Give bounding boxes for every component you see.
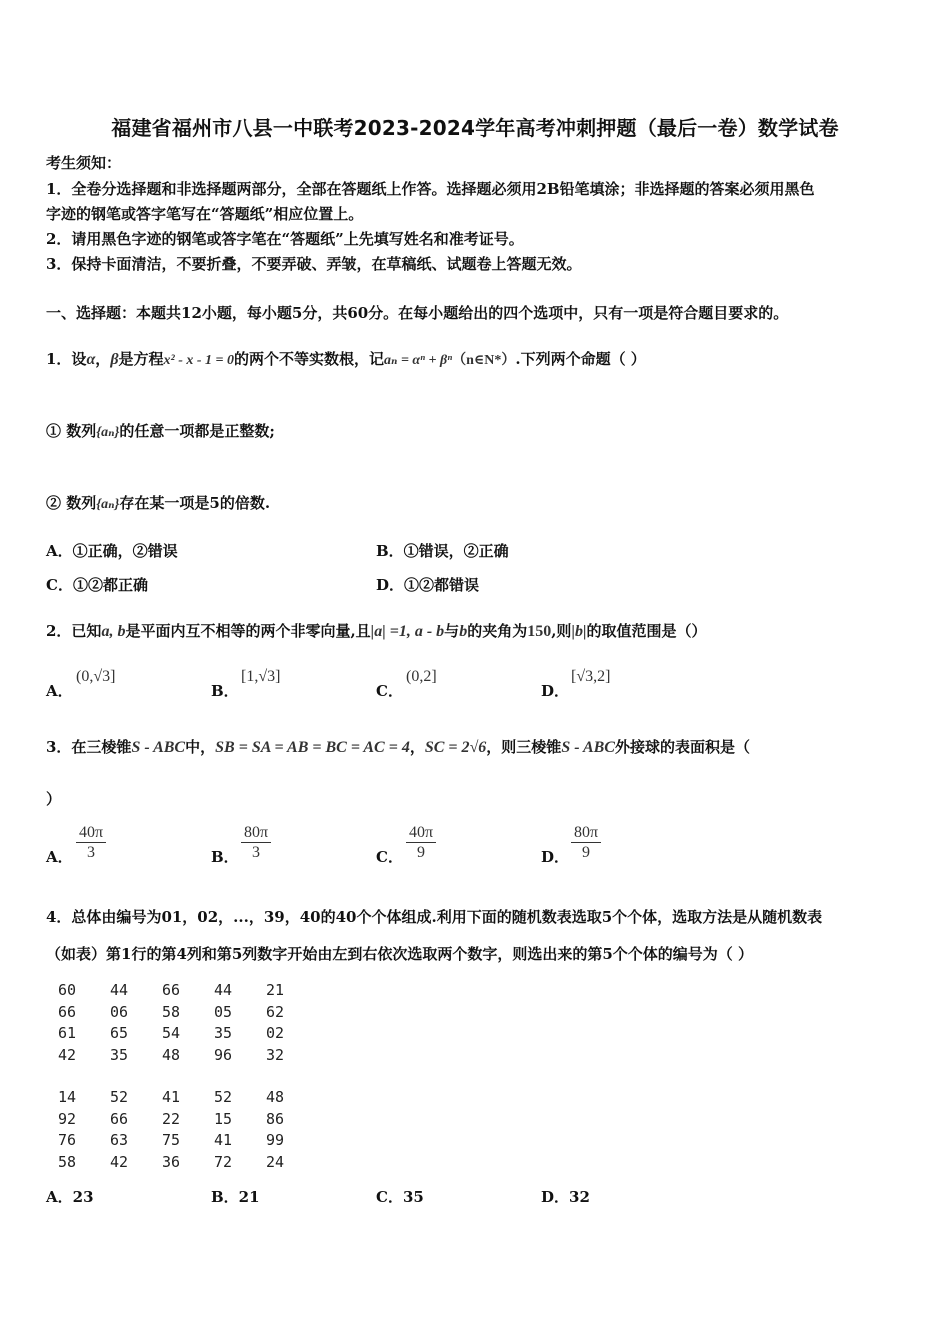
q3-option-b-label: B．: [211, 848, 239, 866]
q2-option-a-value: (0,√3]: [76, 668, 116, 685]
q3-option-d-fraction: [571, 822, 601, 863]
random-table-row: [58, 1023, 318, 1045]
random-table-cell: 76: [58, 1131, 77, 1149]
q1-option-d: D．①②都错误: [376, 576, 480, 594]
random-table-cell: 41: [162, 1088, 181, 1106]
q1-equation: x² - x - 1 = 0: [163, 353, 235, 368]
random-table-row: [58, 1130, 318, 1152]
random-table-cell: 72: [214, 1152, 233, 1171]
q3-close-paren: ）: [46, 790, 62, 808]
q1-prefix: 1．设: [46, 350, 87, 368]
random-table-cell: 05: [214, 1002, 233, 1021]
random-table-row: [58, 1109, 318, 1131]
random-table-cell: 06: [110, 1002, 129, 1021]
question-4-line-1: 4．总体由编号为01，02，...，39，40的40个个体组成.利用下面的随机数表选取5个个体，选取方法是从随机数表: [46, 908, 823, 926]
random-table-block-1: [58, 980, 318, 1066]
random-table-cell: 35: [214, 1024, 233, 1042]
q1-option-c: C．①②都正确: [46, 576, 148, 594]
random-table-row: [58, 1002, 318, 1024]
q1-alpha: α: [86, 351, 96, 368]
q3-mid1: 中，: [185, 738, 216, 756]
random-table-cell: 02: [266, 1024, 285, 1042]
question-4-line-2: （如表）第1行的第4列和第5列数字开始由左到右依次选取两个数字，则选出来的第5个个体的编号为（ ）: [46, 945, 753, 963]
random-table-cell: 66: [162, 981, 181, 999]
q3-b-numerator: 80π: [241, 824, 271, 843]
random-table-row: [58, 1045, 318, 1067]
random-table-cell: 61: [58, 1024, 77, 1042]
q3-edge-lengths: SB = SA = AB = BC = AC = 4: [215, 739, 410, 756]
q2-vectors: a, b: [101, 623, 126, 640]
random-table-cell: 22: [162, 1109, 181, 1128]
q1-condition: （n∈N*）: [452, 353, 516, 368]
q2-mid1: 是平面内互不相等的两个非零向量,且: [125, 622, 371, 640]
random-table-cell: 58: [162, 1002, 181, 1021]
random-table-cell: 24: [266, 1152, 285, 1171]
random-table-cell: 58: [58, 1152, 77, 1171]
random-table-cell: 14: [58, 1088, 77, 1106]
q1-sequence-def: aₙ = αⁿ + βⁿ: [384, 353, 453, 368]
q2-b: b: [459, 623, 468, 640]
random-table-cell: 42: [58, 1045, 77, 1064]
q4-option-b: B．21: [211, 1188, 260, 1206]
random-table-cell: 52: [110, 1088, 129, 1106]
q1-mid1: 是方程: [118, 350, 164, 368]
q1-proposition-1: [46, 420, 275, 441]
random-table-cell: 60: [58, 981, 77, 999]
random-table-cell: 36: [162, 1152, 181, 1171]
q3-tail: 外接球的表面积是（: [614, 738, 750, 756]
q2-mid4: ,则: [551, 622, 572, 640]
q2-condition: |a| =1, a - b: [370, 623, 445, 640]
random-table-cell: 32: [266, 1045, 285, 1064]
q3-option-a-fraction: [76, 822, 106, 863]
q3-pyramid-2: S - ABC: [561, 739, 615, 756]
q1-p2-sequence: {aₙ}: [96, 497, 120, 512]
random-table-cell: 48: [162, 1045, 181, 1064]
question-1-stem: [46, 348, 646, 369]
random-table-cell: 62: [266, 1002, 285, 1021]
random-table-cell: 44: [110, 981, 129, 999]
q2-mid3: 的夹角为: [467, 622, 528, 640]
q1-proposition-2: [46, 492, 270, 513]
q1-p1-text: 的任意一项都是正整数;: [119, 422, 275, 440]
random-table-cell: 54: [162, 1024, 181, 1042]
q3-c-numerator: 40π: [406, 824, 436, 843]
random-table-cell: 96: [214, 1045, 233, 1064]
q2-abs-b: |b|: [571, 623, 587, 640]
random-table-cell: 65: [110, 1024, 129, 1042]
q3-option-a-label: A．: [46, 848, 73, 866]
random-table-cell: 35: [110, 1045, 129, 1064]
q3-option-d-label: D．: [541, 848, 570, 866]
section-heading: 一、选择题：本题共12小题，每小题5分，共60分。在每小题给出的四个选项中，只有一项是符合题目要求的。: [46, 304, 789, 322]
notice-item-1-cont: 字迹的钢笔或答字笔写在“答题纸”相应位置上。: [46, 205, 364, 223]
q3-d-numerator: 80π: [571, 824, 601, 843]
q1-option-a: A．①正确，②错误: [46, 542, 178, 560]
q1-p2-prefix: ② 数列: [46, 494, 97, 512]
q2-prefix: 2．已知: [46, 622, 102, 640]
q2-option-b-value: [1,√3]: [241, 668, 281, 685]
random-table-cell: 21: [266, 981, 285, 999]
q1-comma: ，: [95, 350, 111, 368]
notice-item-1: 1．全卷分选择题和非选择题两部分，全部在答题纸上作答。选择题必须用2B铅笔填涂；非选择题的答案必须用黑色: [46, 180, 815, 198]
random-table-row: [58, 1152, 318, 1174]
q2-option-c-value: (0,2]: [406, 668, 437, 685]
notice-item-3: 3．保持卡面清洁，不要折叠，不要弄破、弄皱，在草稿纸、试题卷上答题无效。: [46, 255, 582, 273]
q1-mid2: 的两个不等实数根，记: [234, 350, 385, 368]
q3-prefix: 3．在三棱锥: [46, 738, 132, 756]
q3-option-c-label: C．: [376, 848, 403, 866]
page-title: 福建省福州市八县一中联考2023-2024学年高考冲刺押题（最后一卷）数学试卷: [111, 116, 839, 140]
random-table-cell: 66: [58, 1002, 77, 1021]
q3-pyramid: S - ABC: [131, 739, 186, 756]
question-2-stem: [46, 620, 707, 641]
q3-option-c-fraction: [406, 822, 436, 863]
q1-tail: .下列两个命题（ ）: [515, 350, 646, 368]
random-table-cell: 41: [214, 1131, 233, 1149]
q2-option-a-label: A．: [46, 682, 73, 700]
q4-option-c: C．35: [376, 1188, 424, 1206]
random-table-row: [58, 980, 318, 1002]
q3-c-denominator: 9: [417, 844, 426, 861]
question-3-stem: [46, 736, 750, 757]
q3-b-denominator: 3: [252, 844, 261, 861]
q4-option-d: D．32: [541, 1188, 590, 1206]
random-table-block-2: [58, 1087, 318, 1173]
q2-option-d-label: D．: [541, 682, 570, 700]
random-table-cell: 92: [58, 1109, 77, 1128]
q1-p1-sequence: {aₙ}: [96, 425, 120, 440]
random-table-cell: 44: [214, 981, 233, 999]
q2-mid2: 与: [444, 622, 460, 640]
q3-d-denominator: 9: [582, 844, 591, 861]
q3-sc-length: SC = 2√6: [424, 739, 487, 756]
random-table-cell: 99: [266, 1131, 285, 1149]
q2-option-d-value: [√3,2]: [571, 668, 611, 685]
q1-option-b: B．①错误，②正确: [376, 542, 509, 560]
q2-option-c-label: C．: [376, 682, 403, 700]
notice-heading: 考生须知：: [46, 154, 122, 172]
random-table-cell: 63: [110, 1131, 129, 1149]
q3-a-denominator: 3: [87, 844, 96, 861]
random-table-cell: 66: [110, 1109, 129, 1128]
random-number-table: [58, 980, 318, 1173]
random-table-cell: 52: [214, 1088, 233, 1106]
q2-angle: 150: [527, 623, 552, 640]
random-table-cell: 75: [162, 1131, 181, 1149]
q2-tail: 的取值范围是（）: [586, 622, 707, 640]
random-table-cell: 15: [214, 1109, 233, 1128]
random-table-cell: 42: [110, 1152, 129, 1171]
q1-beta: β: [110, 351, 119, 368]
q1-p1-prefix: ① 数列: [46, 422, 97, 440]
random-table-row: [58, 1087, 318, 1109]
random-table-cell: 86: [266, 1109, 285, 1128]
q3-a-numerator: 40π: [76, 824, 106, 843]
q1-p2-text: 存在某一项是5的倍数.: [119, 494, 271, 512]
q4-option-a: A．23: [46, 1188, 94, 1206]
q2-option-b-label: B．: [211, 682, 239, 700]
notice-item-2: 2．请用黑色字迹的钢笔或答字笔在“答题纸”上先填写姓名和准考证号。: [46, 230, 524, 248]
random-table-cell: 48: [266, 1088, 285, 1106]
q3-comma: ，: [409, 738, 425, 756]
q3-mid2: ，则三棱锥: [486, 738, 562, 756]
q3-option-b-fraction: [241, 822, 271, 863]
